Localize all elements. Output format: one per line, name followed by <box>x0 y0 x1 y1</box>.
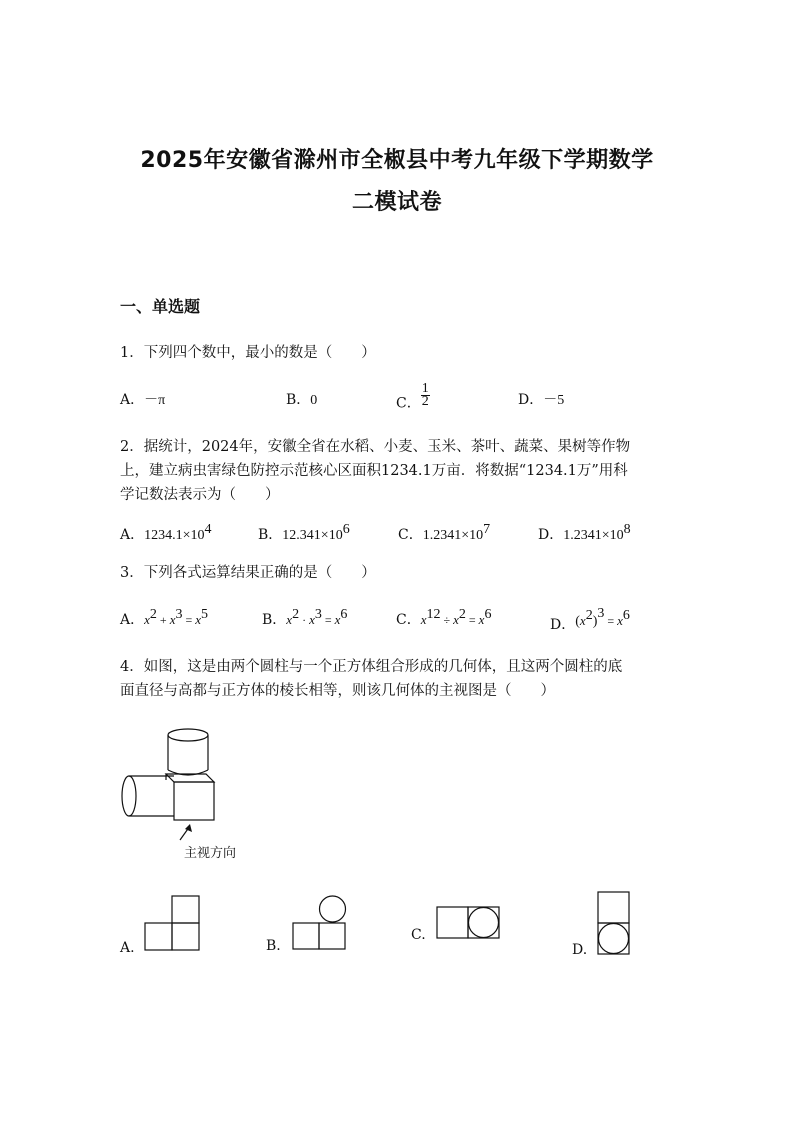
section-heading: 一、单选题 <box>120 297 201 316</box>
question-2-line1: 2．据统计，2024年，安徽全省在水稻、小麦、玉米、茶叶、蔬菜、果树等作物 <box>120 439 631 455</box>
q4-option-b-label: B. <box>266 938 281 954</box>
page-title-line1: 2025年安徽省滁州市全椒县中考九年级下学期数学 <box>140 148 654 173</box>
view-direction-caption: 主视方向 <box>184 846 237 861</box>
question-4-line1: 4．如图，这是由两个圆柱与一个正方体组合形成的几何体，且这两个圆柱的底 <box>120 659 623 675</box>
q1-option-a-value: －π <box>144 393 166 408</box>
q4-option-a-figure <box>145 895 201 951</box>
q1-option-c-fraction: $\frac{1}{2}$ <box>421 381 429 409</box>
q2-option-c: C．$1.2341\times 10^7$ <box>398 522 491 543</box>
q1-option-c: C． $\frac{1}{2}$ <box>396 381 429 412</box>
q1-option-b-value: 0 <box>310 393 318 408</box>
q3-option-d: D．$(x^2)^3 = x^6$ <box>550 606 630 633</box>
q4-option-c-label: C. <box>411 927 426 943</box>
q4-option-d-label: D. <box>572 942 588 958</box>
q1-option-d-value: －5 <box>543 393 565 408</box>
left-cylinder-end-ellipse <box>122 776 136 816</box>
q1-option-b: B．0 <box>286 392 318 408</box>
question-1-stem: 1．下列四个数中，最小的数是（ ） <box>120 345 376 361</box>
q4-option-d-figure <box>597 891 631 955</box>
q3-option-c: C．$x^{12} \div x^2 = x^6$ <box>396 607 492 628</box>
q2-option-d: D．$1.2341\times 10^8$ <box>538 522 631 543</box>
q4-option-c-figure <box>436 906 502 940</box>
q3-option-a: A．$x^2 + x^3 = x^5$ <box>120 607 209 628</box>
q2-option-b: B．$12.341\times 10^6$ <box>258 522 350 543</box>
page-title-line2: 二模试卷 <box>351 190 442 215</box>
solid-figure <box>118 722 228 852</box>
q4-option-b-figure <box>292 895 348 951</box>
q1-option-d: D．－5 <box>518 392 565 408</box>
cube-front-face <box>174 782 214 820</box>
q4-option-a-label: A. <box>120 940 135 956</box>
q3-option-b: B．$x^2 \cdot x^3 = x^6$ <box>262 607 348 628</box>
question-2-line3: 学记数法表示为（ ） <box>120 487 280 503</box>
q1-option-a: A．－π <box>120 392 166 408</box>
question-2-line2: 上，建立病虫害绿色防控示范核心区面积1234.1万亩．将数据“1234.1万”用科 <box>120 463 628 479</box>
q2-option-a: A．$1234.1\times 10^4$ <box>120 522 212 543</box>
question-3-stem: 3．下列各式运算结果正确的是（ ） <box>120 565 376 581</box>
question-4-line2: 面直径与高都与正方体的棱长相等，则该几何体的主视图是（ ） <box>120 683 555 699</box>
top-cylinder-top-ellipse <box>168 729 208 741</box>
